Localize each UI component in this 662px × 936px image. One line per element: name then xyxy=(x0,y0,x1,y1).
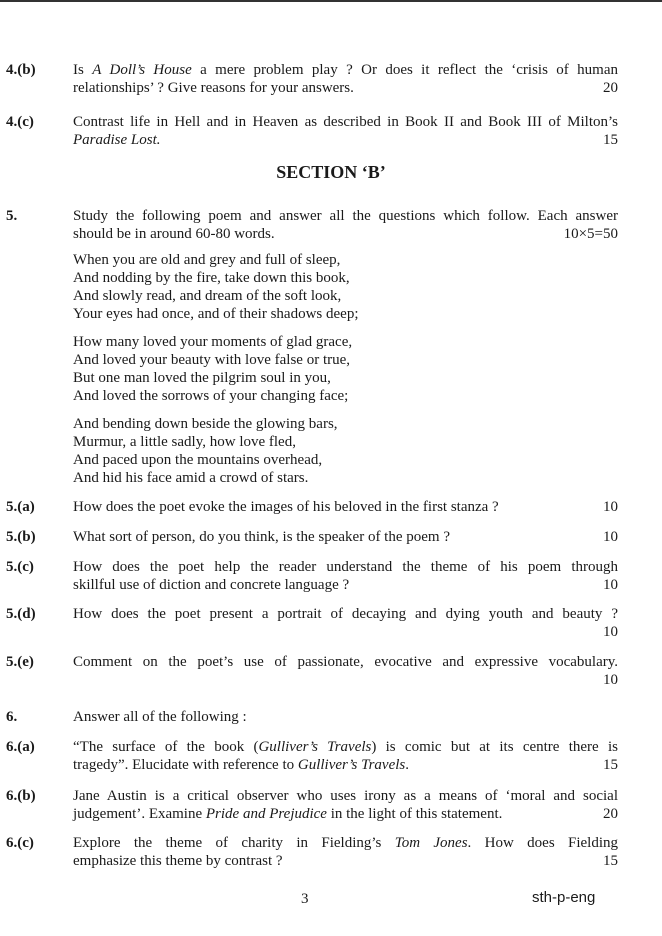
question-text: Answer all of the following : xyxy=(73,709,247,725)
question-text: How does the poet evoke the images of his beloved in the first stanza ? 10 xyxy=(73,499,618,515)
work-title: Paradise Lost. xyxy=(73,132,161,148)
question-text: What sort of person, do you think, is the speaker of the poem ? 10 xyxy=(73,529,618,545)
marks: 10 xyxy=(603,577,618,593)
question-text: Contrast life in Hell and in Heaven as described in Book II and Book III of Milton’s Paradise Lost. 15 xyxy=(73,114,618,148)
poem-stanza-1 xyxy=(73,251,359,323)
work-title: A Doll’s House xyxy=(92,62,192,78)
question-number: 5.(e) xyxy=(6,654,34,670)
question-number: 5.(a) xyxy=(6,499,35,515)
marks: 15 xyxy=(603,132,618,148)
question-number: 6.(c) xyxy=(6,835,34,851)
marks: 15 xyxy=(603,757,618,773)
question-text: How does the poet help the reader understand the theme of his poem through skillful use of diction and concrete language ? 10 xyxy=(73,559,618,593)
poem-line: And paced upon the mountains overhead, xyxy=(73,452,323,468)
question-text: “The surface of the book (Gulliver’s Travels) is comic but at its centre there is tragedy”. Elucidate with reference to Gulliver’s Travels. 15 xyxy=(73,739,618,773)
question-number: 5.(c) xyxy=(6,559,34,575)
poem-line: When you are old and grey and full of sleep, xyxy=(73,252,341,268)
poem-line: And bending down beside the glowing bars, xyxy=(73,416,338,432)
poem-line: But one man loved the pilgrim soul in you, xyxy=(73,370,331,386)
poem-line: How many loved your moments of glad grace, xyxy=(73,334,353,350)
question-number: 5. xyxy=(6,208,18,224)
poem-line: And loved your beauty with love false or true, xyxy=(73,352,351,368)
marks: 10 xyxy=(603,499,618,515)
marks: 10 xyxy=(603,529,618,545)
marks: 10 xyxy=(603,672,618,688)
question-text: Jane Austin is a critical observer who uses irony as a means of ‘moral and social judgement’. Examine Pride and Prejudice in the light of this statement. 20 xyxy=(73,788,618,822)
poem-stanza-3 xyxy=(73,415,338,487)
poem-stanza-2 xyxy=(73,333,352,405)
question-number: 4.(b) xyxy=(6,62,36,78)
work-title: Tom Jones xyxy=(394,835,468,851)
work-title: Gulliver’s Travels xyxy=(258,739,372,755)
question-number: 5.(b) xyxy=(6,529,36,545)
question-text: Comment on the poet’s use of passionate, evocative and expressive vocabulary. 10 xyxy=(73,654,618,688)
question-number: 6.(a) xyxy=(6,739,35,755)
question-number: 6. xyxy=(6,709,18,725)
poem-line: Your eyes had once, and of their shadows deep; xyxy=(73,306,359,322)
poem-line: And slowly read, and dream of the soft look, xyxy=(73,288,342,304)
question-number: 6.(b) xyxy=(6,788,36,804)
poem-line: And nodding by the fire, take down this book, xyxy=(73,270,350,286)
work-title: Gulliver’s Travels xyxy=(297,757,406,773)
poem-line: Murmur, a little sadly, how love fled, xyxy=(73,434,296,450)
question-text: Explore the theme of charity in Fielding’s Tom Jones. How does Fielding emphasize this theme by contrast ? 15 xyxy=(73,835,619,869)
marks: 15 xyxy=(603,853,618,869)
poem-line: And hid his face amid a crowd of stars. xyxy=(73,470,309,486)
marks: 10×5=50 xyxy=(563,226,618,242)
marks: 20 xyxy=(603,806,618,822)
question-text: Is A Doll’s House a mere problem play ? Or does it reflect the ‘crisis of human relationships’ ? Give reasons for your answers. 20 xyxy=(73,62,618,96)
question-number: 5.(d) xyxy=(6,606,36,622)
page-number: 3 xyxy=(301,891,309,907)
question-text: How does the poet present a portrait of decaying and dying youth and beauty ? 10 xyxy=(73,606,618,640)
marks: 20 xyxy=(603,80,618,96)
marks: 10 xyxy=(603,624,618,640)
question-text: Study the following poem and answer all the questions which follow. Each answer should be in around 60-80 words. 10×5=50 xyxy=(73,208,618,242)
paper-code: sth-p-eng xyxy=(532,889,596,906)
work-title: Pride and Prejudice xyxy=(205,806,327,822)
top-rule xyxy=(0,0,662,2)
poem-line: And loved the sorrows of your changing face; xyxy=(73,388,349,404)
question-number: 4.(c) xyxy=(6,114,34,130)
section-title: SECTION ‘B’ xyxy=(276,162,386,182)
